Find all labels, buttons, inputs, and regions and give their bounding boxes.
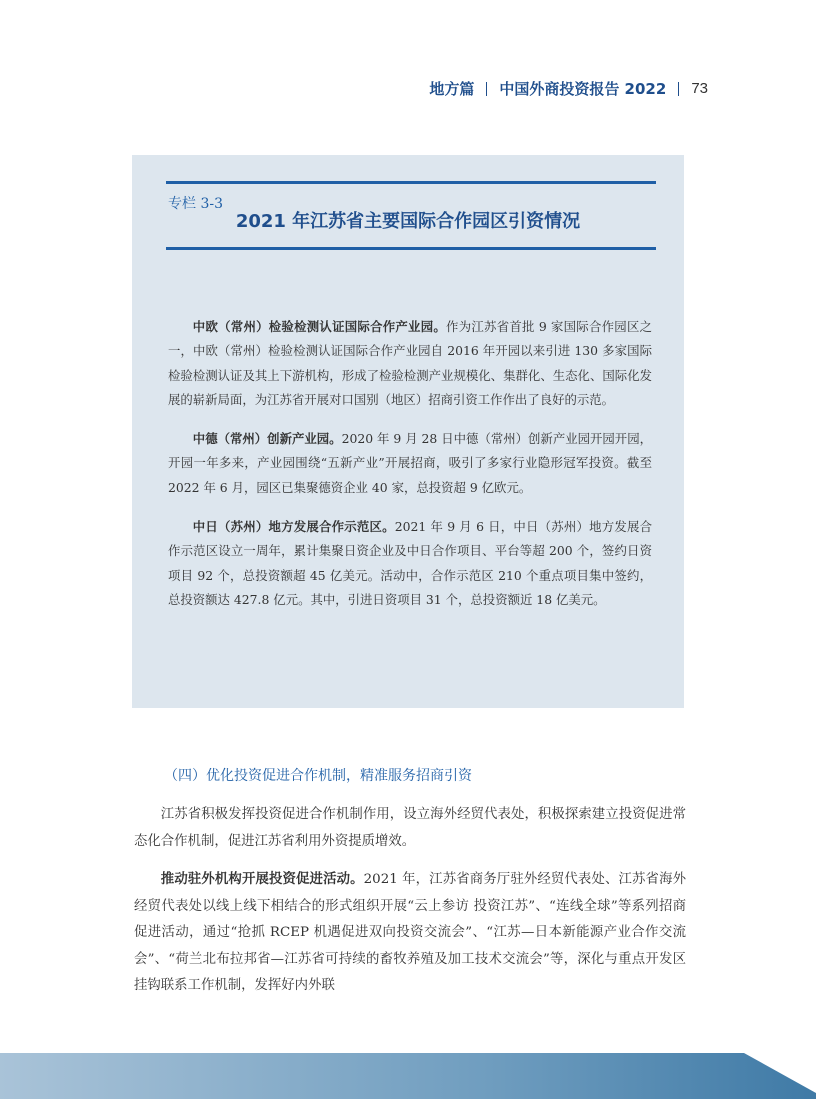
paragraph-text: 2021 年 9 月 6 日，中日（苏州）地方发展合作示范区设立一周年，累计集聚日资企业及中日合作项目、平台等超 200 个，签约日资项目 92 个，总投资额超 45 亿美元。活动中，合作示范区 210 个重点项目集中签约，总投资额达 427.8 亿元。其中，引进日资项目 31 个，总投资额近 18 亿美元。	[168, 519, 652, 607]
header-section: 地方篇	[429, 80, 475, 98]
body-paragraph	[134, 802, 686, 855]
box-paragraph	[168, 515, 652, 612]
footer-band	[0, 1053, 816, 1099]
paragraph-text: 2021 年，江苏省商务厅驻外经贸代表处、江苏省海外经贸代表处以线上线下相结合的形式组织开展“云上参访 投资江苏”、“连线全球”等系列招商促进活动，通过“抢抓 RCEP 机遇促进双向投资交流会”、“江苏—日本新能源产业合作交流会”、“荷兰北布拉邦省—江苏省可持续的畜牧养殖及加工技术交流会”等，深化与重点开发区挂钩联系工作机制，发挥好内外联	[134, 872, 686, 993]
section-heading: （四）优化投资促进合作机制，精准服务招商引资	[164, 768, 472, 784]
paragraph-text: 2020 年 9 月 28 日中德（常州）创新产业园开园开园，开园一年多来，产业园围绕“五新产业”开展招商，吸引了多家行业隐形冠军投资。截至 2022 年 6 月，园区已集聚德资企业 40 家，总投资超 9 亿欧元。	[168, 431, 652, 495]
page-number: 73	[691, 80, 708, 97]
header-report-title: 中国外商投资报告 2022	[499, 80, 667, 98]
footer-band-shape	[0, 1053, 816, 1099]
box-content	[168, 315, 652, 627]
paragraph-lead: 推动驻外机构开展投资促进活动。	[160, 872, 364, 887]
body-text	[134, 802, 686, 1012]
body-paragraph	[134, 867, 686, 1000]
box-title: 2021 年江苏省主要国际合作园区引资情况	[235, 211, 581, 232]
box-label: 专栏 3-3	[168, 196, 223, 212]
header-divider	[678, 82, 679, 96]
box-bottom-rule	[166, 247, 656, 250]
header-divider	[486, 82, 487, 96]
sidebar-box	[132, 155, 684, 708]
box-paragraph	[168, 427, 652, 500]
box-top-rule	[166, 181, 656, 184]
paragraph-lead: 中德（常州）创新产业园。	[192, 431, 342, 447]
paragraph-lead: 中日（苏州）地方发展合作示范区。	[192, 519, 395, 535]
running-header	[429, 78, 708, 99]
box-paragraph	[168, 315, 652, 412]
paragraph-lead: 中欧（常州）检验检测认证国际合作产业园。	[192, 319, 447, 334]
paragraph-text: 江苏省积极发挥投资促进合作机制作用，设立海外经贸代表处，积极探索建立投资促进常态化合作机制，促进江苏省利用外资提质增效。	[134, 807, 686, 849]
paragraph-text: 作为江苏省首批 9 家国际合作园区之一，中欧（常州）检验检测认证国际合作产业园自 2016 年开园以来引进 130 多家国际检验检测认证及其上下游机构，形成了检验检测产业规模化、集群化、生态化、国际化发展的崭新局面，为江苏省开展对口国别（地区）招商引资工作作出了良好的示范。	[168, 319, 653, 407]
